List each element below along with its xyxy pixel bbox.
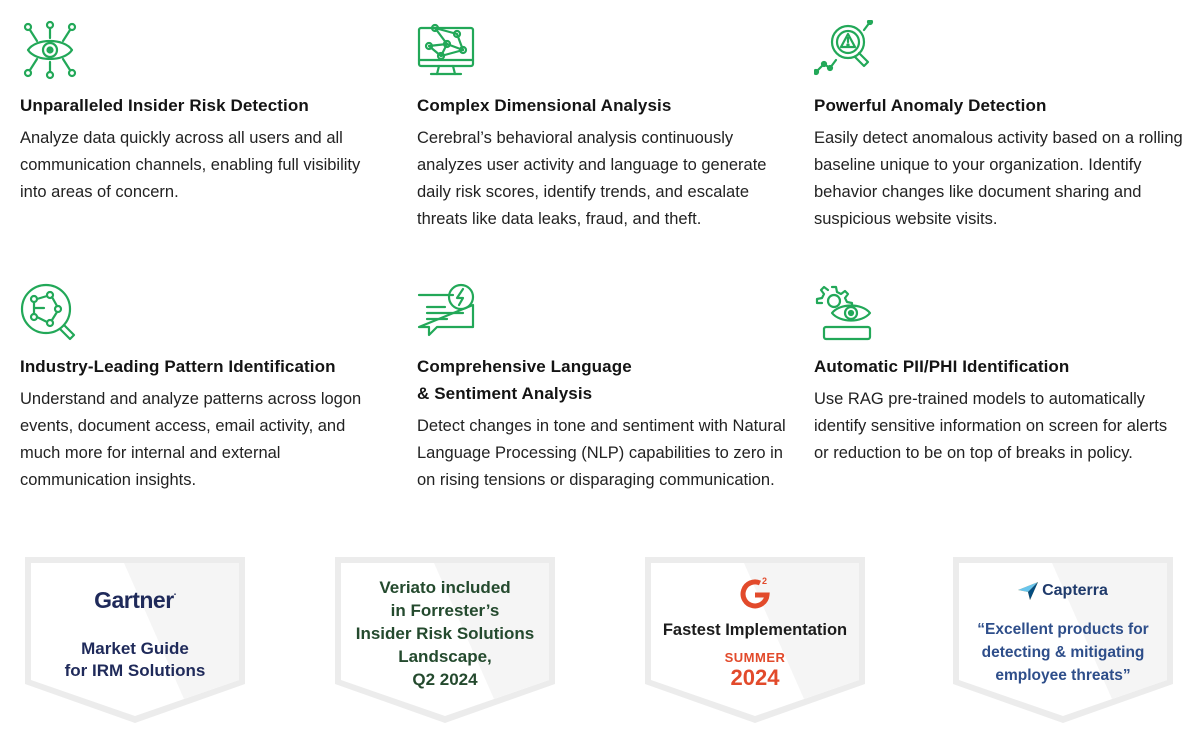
gartner-line1: Market Guide bbox=[81, 638, 189, 658]
forrester-line1: Veriato included bbox=[379, 577, 511, 597]
feature-title-line1: Comprehensive Language bbox=[417, 357, 632, 376]
feature-text: Use RAG pre-trained models to automatically identify sensitive information on screen for alerts or reduction to be on top of breaks in policy. bbox=[814, 390, 1168, 462]
feature-text: Detect changes in tone and sentiment with Natural Language Processing (NLP) capabilities to zero in on rising tensions or disparaging communication. bbox=[417, 417, 786, 489]
g2-title: Fastest Implementation bbox=[662, 621, 848, 639]
feature-pattern-identification bbox=[20, 283, 390, 494]
g2-season: SUMMER bbox=[724, 650, 786, 665]
chat-lightning-icon bbox=[417, 283, 477, 343]
feature-title: Automatic PII/PHI Identification bbox=[814, 357, 1070, 376]
gear-eye-icon bbox=[814, 283, 874, 343]
capterra-line2: detecting & mitigating bbox=[981, 643, 1145, 661]
gartner-badge bbox=[24, 556, 246, 724]
feature-text: Easily detect anomalous activity based on a rolling baseline unique to your organization. Identify behavior changes like document sharing and suspicious website visits. bbox=[814, 129, 1183, 228]
feature-language-sentiment bbox=[417, 283, 787, 494]
feature-text: Cerebral’s behavioral analysis continuously analyzes user activity and language to generate daily risk scores, identify trends, and escalate threats like data leaks, fraud, and theft. bbox=[417, 129, 767, 228]
feature-title: Powerful Anomaly Detection bbox=[814, 96, 1047, 115]
svg-text:2: 2 bbox=[762, 576, 768, 586]
forrester-badge bbox=[334, 556, 556, 724]
forrester-line5: Q2 2024 bbox=[412, 669, 478, 689]
eye-network-icon bbox=[20, 20, 80, 80]
capterra-line3: employee threats” bbox=[995, 666, 1131, 684]
capterra-line1: “Excellent products for bbox=[977, 620, 1149, 638]
monitor-network-icon bbox=[417, 20, 477, 80]
g2-logo-icon bbox=[738, 575, 772, 609]
feature-title: Unparalleled Insider Risk Detection bbox=[20, 96, 309, 115]
feature-dimensional-analysis bbox=[417, 20, 787, 233]
forrester-line3: Insider Risk Solutions bbox=[355, 623, 535, 643]
feature-pii-identification bbox=[814, 283, 1184, 467]
g2-year: 2024 bbox=[730, 665, 780, 690]
forrester-line2: in Forrester’s bbox=[390, 600, 500, 620]
feature-title: Industry-Leading Pattern Identification bbox=[20, 357, 336, 376]
feature-anomaly-detection bbox=[814, 20, 1184, 233]
feature-text: Understand and analyze patterns across logon events, document access, email activity, and much more for internal and external communication insights. bbox=[20, 390, 362, 489]
capterra-badge bbox=[952, 556, 1174, 724]
magnifier-warning-icon bbox=[814, 20, 874, 80]
feature-title-line2: & Sentiment Analysis bbox=[417, 384, 593, 403]
feature-title: Complex Dimensional Analysis bbox=[417, 96, 672, 115]
capterra-logo: Capterra bbox=[1018, 582, 1108, 600]
forrester-line4: Landscape, bbox=[398, 646, 492, 666]
gartner-line2: for IRM Solutions bbox=[64, 660, 206, 680]
feature-insider-risk bbox=[20, 20, 390, 206]
pattern-search-icon bbox=[20, 283, 80, 343]
feature-text: Analyze data quickly across all users and all communication channels, enabling full visibility into areas of concern. bbox=[20, 129, 361, 201]
g2-badge bbox=[644, 556, 866, 724]
capterra-arrow-icon bbox=[1018, 582, 1038, 600]
gartner-logo: Gartner. bbox=[94, 586, 176, 613]
